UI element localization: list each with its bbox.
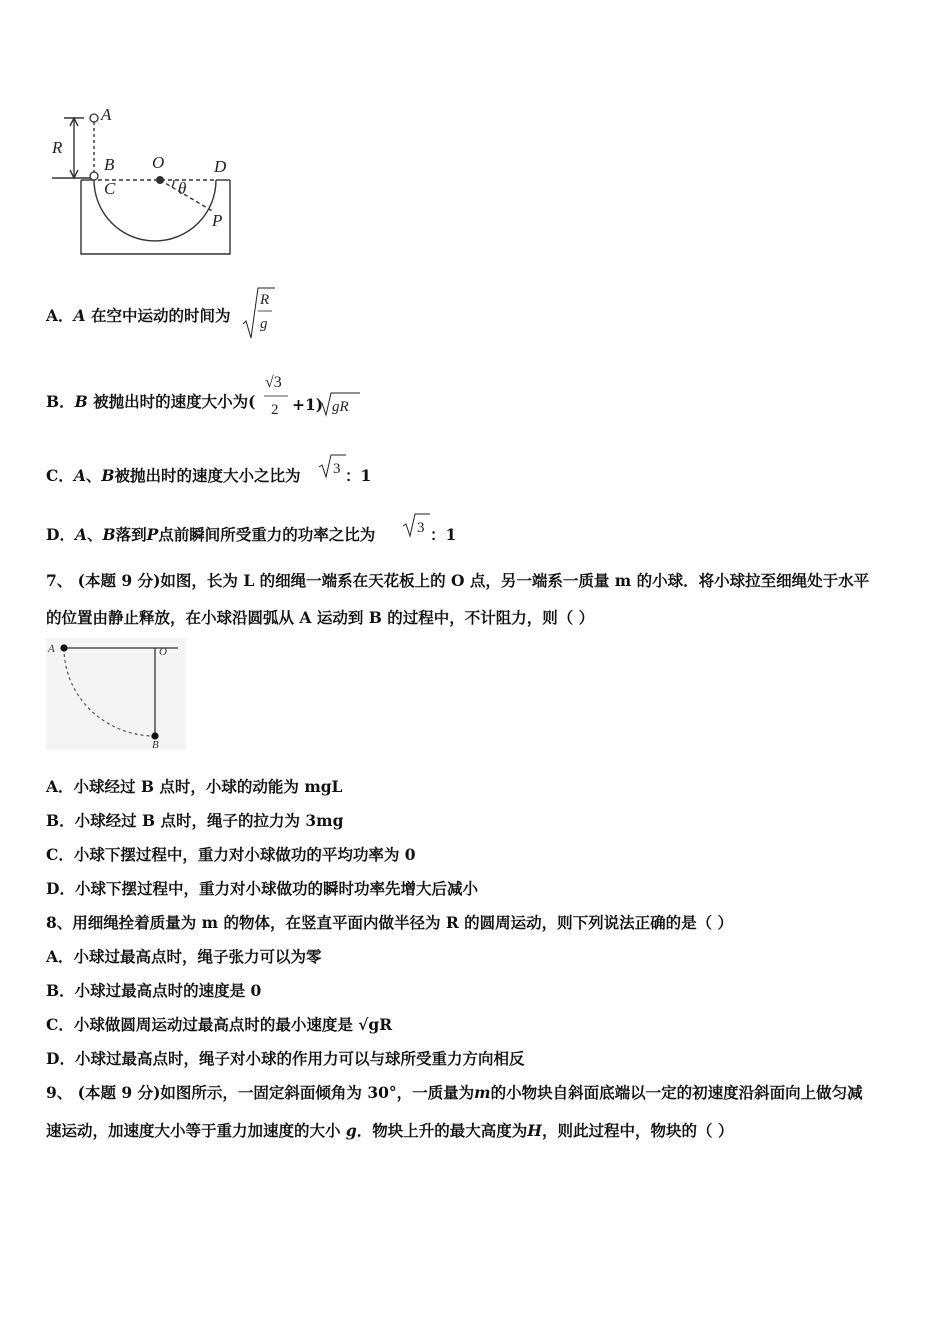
label-o: O <box>159 646 167 658</box>
figure-semicircle-track <box>46 100 246 260</box>
stem-text: 速运动，加速度大小等于重力加速度的大小 <box>46 1121 341 1140</box>
option-text: 被抛出时的速度大小之比为 <box>114 466 301 485</box>
q8-option-b: B．小球过最高点时的速度是 0 <box>46 981 262 1000</box>
var-a: A <box>74 525 87 544</box>
figure-pendulum <box>46 638 186 750</box>
label-p: P <box>212 211 223 230</box>
var-a: A <box>73 466 86 485</box>
q7-option-d: D．小球下摆过程中，重力对小球做功的瞬时功率先增大后减小 <box>46 879 478 898</box>
label-r: R <box>52 138 63 157</box>
var-g: g <box>345 1121 357 1140</box>
sqrt-content: gR <box>332 399 349 415</box>
sqrt-r-over-g <box>242 284 276 342</box>
q8-option-d: D．小球过最高点时，绳子对小球的作用力可以与球所受重力方向相反 <box>46 1049 525 1068</box>
var-b: B <box>74 392 88 411</box>
stem-text: 9、 (本题 9 分)如图所示，一固定斜面倾角为 30°，一质量为 <box>46 1083 475 1102</box>
q8-option-c: C．小球做圆周运动过最高点时的最小速度是 √gR <box>46 1015 393 1034</box>
option-prefix: C． <box>46 466 74 485</box>
option-text: 被抛出时的速度大小为( <box>93 392 256 411</box>
stem-text: ，则此过程中，物块的（ ） <box>541 1121 734 1140</box>
var-m: m <box>474 1083 491 1102</box>
q6-option-d <box>46 525 375 545</box>
label-b: B <box>152 739 159 750</box>
q6-option-a <box>46 306 230 326</box>
option-prefix: A． <box>46 306 74 325</box>
option-tail: ：1 <box>345 466 372 485</box>
option-text: 在空中运动的时间为 <box>90 306 231 325</box>
option-text: 点前瞬间所受重力的功率之比为 <box>158 525 376 544</box>
var-h: H <box>527 1121 542 1140</box>
separator: 、 <box>86 525 103 544</box>
fraction-denominator: 2 <box>271 402 279 418</box>
sqrt-content: 3 <box>333 461 341 477</box>
var-p: P <box>146 525 159 544</box>
q6-option-c <box>46 466 301 486</box>
label-a: A <box>101 105 112 124</box>
sqrt-content: 3 <box>417 520 425 536</box>
q6-option-c-tail <box>345 466 371 486</box>
q7-option-c: C．小球下摆过程中，重力对小球做功的平均功率为 0 <box>46 845 416 864</box>
label-theta: θ <box>178 179 187 198</box>
label-b: B <box>104 155 115 174</box>
q9-stem-line2 <box>46 1121 733 1141</box>
label-a: A <box>48 643 55 655</box>
q7-stem-line2: 的位置由静止释放，在小球沿圆弧从 A 运动到 B 的过程中，不计阻力，则（ ） <box>46 608 595 627</box>
sqrt-gr <box>318 390 362 418</box>
q7-stem-line1: 7、 (本题 9 分)如图，长为 L 的细绳一端系在天花板上的 O 点，另一端系一质量 m 的小球．将小球拉至细绳处于水平 <box>46 571 870 590</box>
q7-option-b: B．小球经过 B 点时，绳子的拉力为 3mg <box>46 811 344 830</box>
ball-b <box>90 172 98 180</box>
q9-stem-line1 <box>46 1083 863 1103</box>
option-prefix: B． <box>46 392 75 411</box>
fraction-numerator: √3 <box>265 374 282 391</box>
q8-stem: 8、用细绳拴着质量为 m 的物体，在竖直平面内做半径为 R 的圆周运动，则下列说法正确的是（ ） <box>46 913 734 932</box>
sqrt-3-d <box>402 511 432 539</box>
label-d: D <box>214 157 227 176</box>
label-c: C <box>104 179 116 198</box>
q6-option-d-tail <box>430 525 456 545</box>
q7-option-a: A．小球经过 B 点时，小球的动能为 mgL <box>46 777 343 796</box>
stem-text: ．物块上升的最大高度为 <box>356 1121 528 1140</box>
option-tail: +1) <box>292 395 324 414</box>
stem-text: 的小物块自斜面底端以一定的初速度沿斜面向上做匀减 <box>490 1083 863 1102</box>
sqrt-numerator: R <box>260 292 270 308</box>
center-o <box>156 176 164 184</box>
var-b: B <box>101 466 115 485</box>
var-b: B <box>102 525 116 544</box>
ball-a <box>60 644 67 651</box>
ball-a <box>90 114 98 122</box>
sqrt-3-c <box>318 452 348 480</box>
var-a: A <box>73 306 86 325</box>
q8-option-a: A．小球过最高点时，绳子张力可以为零 <box>46 947 322 966</box>
fraction-sqrt3-over-2 <box>262 368 292 420</box>
option-text: 落到 <box>115 525 147 544</box>
sqrt-denominator: g <box>260 316 268 332</box>
separator: 、 <box>85 466 102 485</box>
option-tail: ：1 <box>430 525 457 544</box>
option-prefix: D． <box>46 525 75 544</box>
q6-option-b <box>46 392 255 412</box>
label-o: O <box>152 153 165 172</box>
